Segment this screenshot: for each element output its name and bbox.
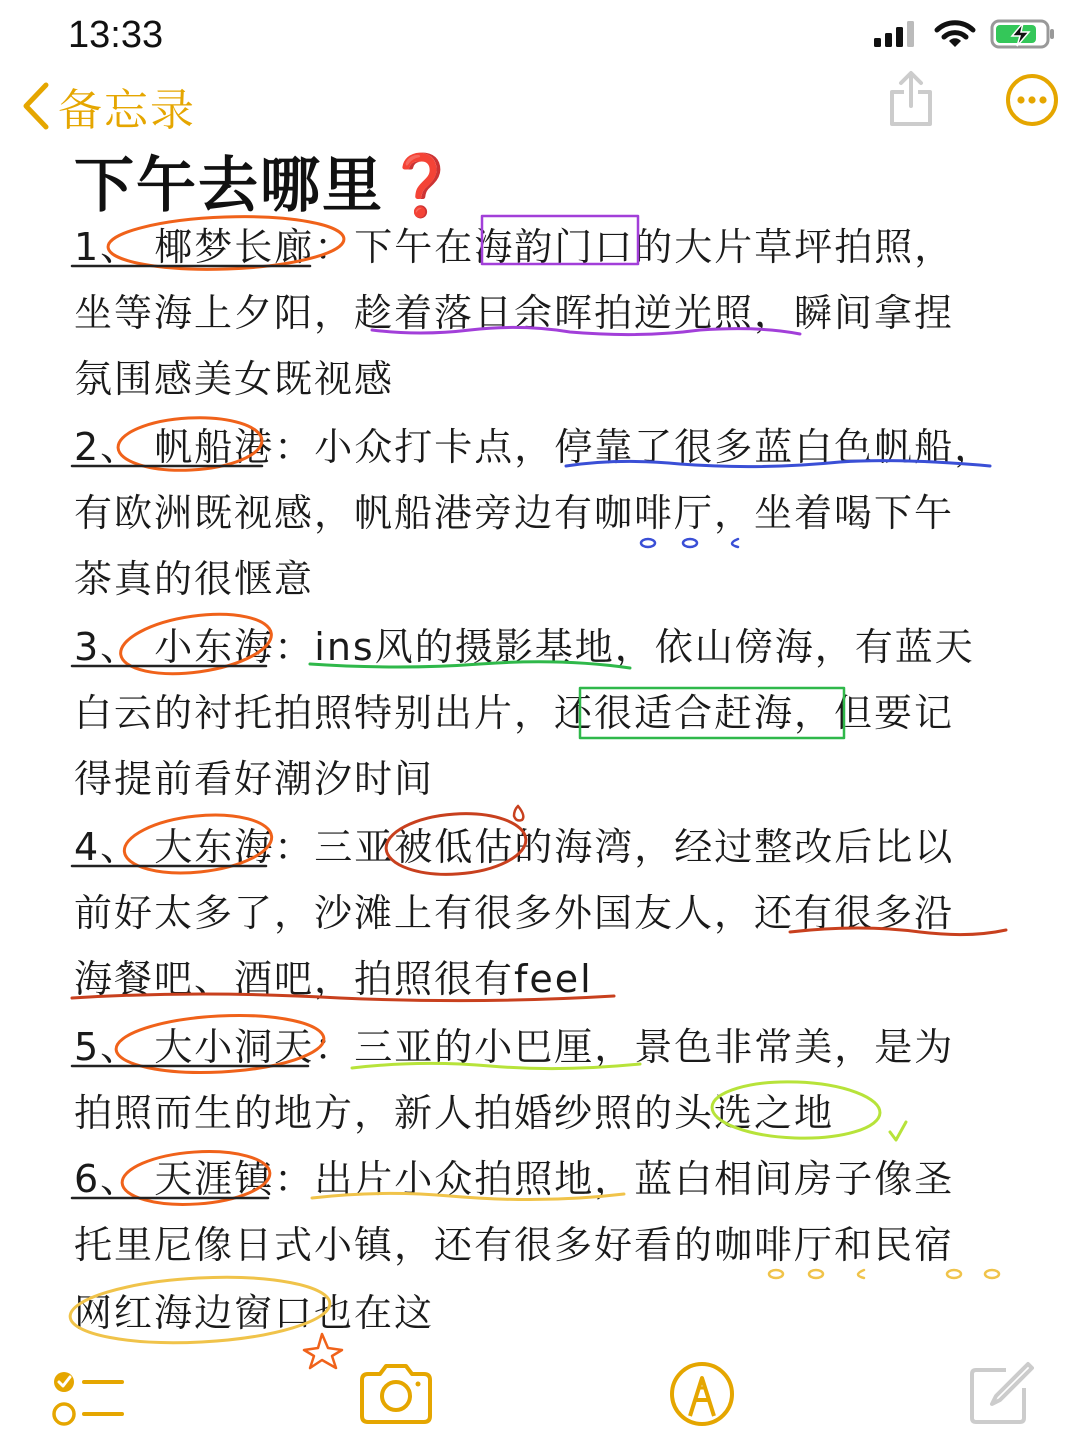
note-line: 2、 帆船港：小众打卡点，停靠了很多蓝白色帆船，: [74, 425, 995, 469]
note-line: 拍照而生的地方，新人拍婚纱照的头选之地: [74, 1091, 835, 1135]
note-line: 氛围感美女既视感: [74, 357, 395, 401]
note-line: 海餐吧、酒吧，拍照很有feel: [74, 957, 593, 1001]
back-label: 备忘录: [58, 85, 196, 136]
compose-icon: [966, 1360, 1034, 1428]
markup-button[interactable]: [668, 1360, 736, 1432]
note-line: 托里尼像日式小镇，还有很多好看的咖啡厅和民宿: [74, 1223, 955, 1267]
note-line: 4、 大东海：三亚被低估的海湾，经过整改后比以: [74, 825, 955, 869]
note-title-text: 下午去哪里: [74, 151, 384, 221]
note-line: 5、 大小洞天：三亚的小巴厘，景色非常美，是为: [74, 1025, 955, 1069]
note-line: 前好太多了，沙滩上有很多外国友人，还有很多沿: [74, 891, 955, 935]
note-line: 1、 椰梦长廊：下午在海韵门口的大片草坪拍照，: [74, 225, 955, 269]
checklist-button[interactable]: [50, 1366, 126, 1434]
note-line: 得提前看好潮汐时间: [74, 757, 435, 801]
status-time: 13:33: [68, 14, 164, 56]
compose-button[interactable]: [966, 1360, 1034, 1432]
note-title: [74, 138, 461, 224]
note-line: 网红海边窗口也在这: [74, 1291, 435, 1335]
note-line: 有欧洲既视感，帆船港旁边有咖啡厅，坐着喝下午: [74, 491, 955, 535]
note-line: 3、 小东海：ins风的摄影基地，依山傍海，有蓝天: [74, 625, 975, 669]
bottom-toolbar: [0, 1346, 1080, 1446]
note-line: 坐等海上夕阳，趁着落日余晖拍逆光照，瞬间拿捏: [74, 291, 955, 335]
note-line: 6、 天涯镇：出片小众拍照地，蓝白相间房子像圣: [74, 1157, 955, 1201]
red-question-mark-emoji: ❓: [384, 151, 461, 221]
camera-icon: [356, 1362, 436, 1426]
checklist-icon: [50, 1366, 126, 1430]
camera-button[interactable]: [356, 1362, 436, 1430]
note-line: 白云的衬托拍照特别出片，还很适合赶海，但要记: [74, 691, 955, 735]
markup-pen-icon: [668, 1360, 736, 1428]
note-line: 茶真的很惬意: [74, 557, 315, 601]
